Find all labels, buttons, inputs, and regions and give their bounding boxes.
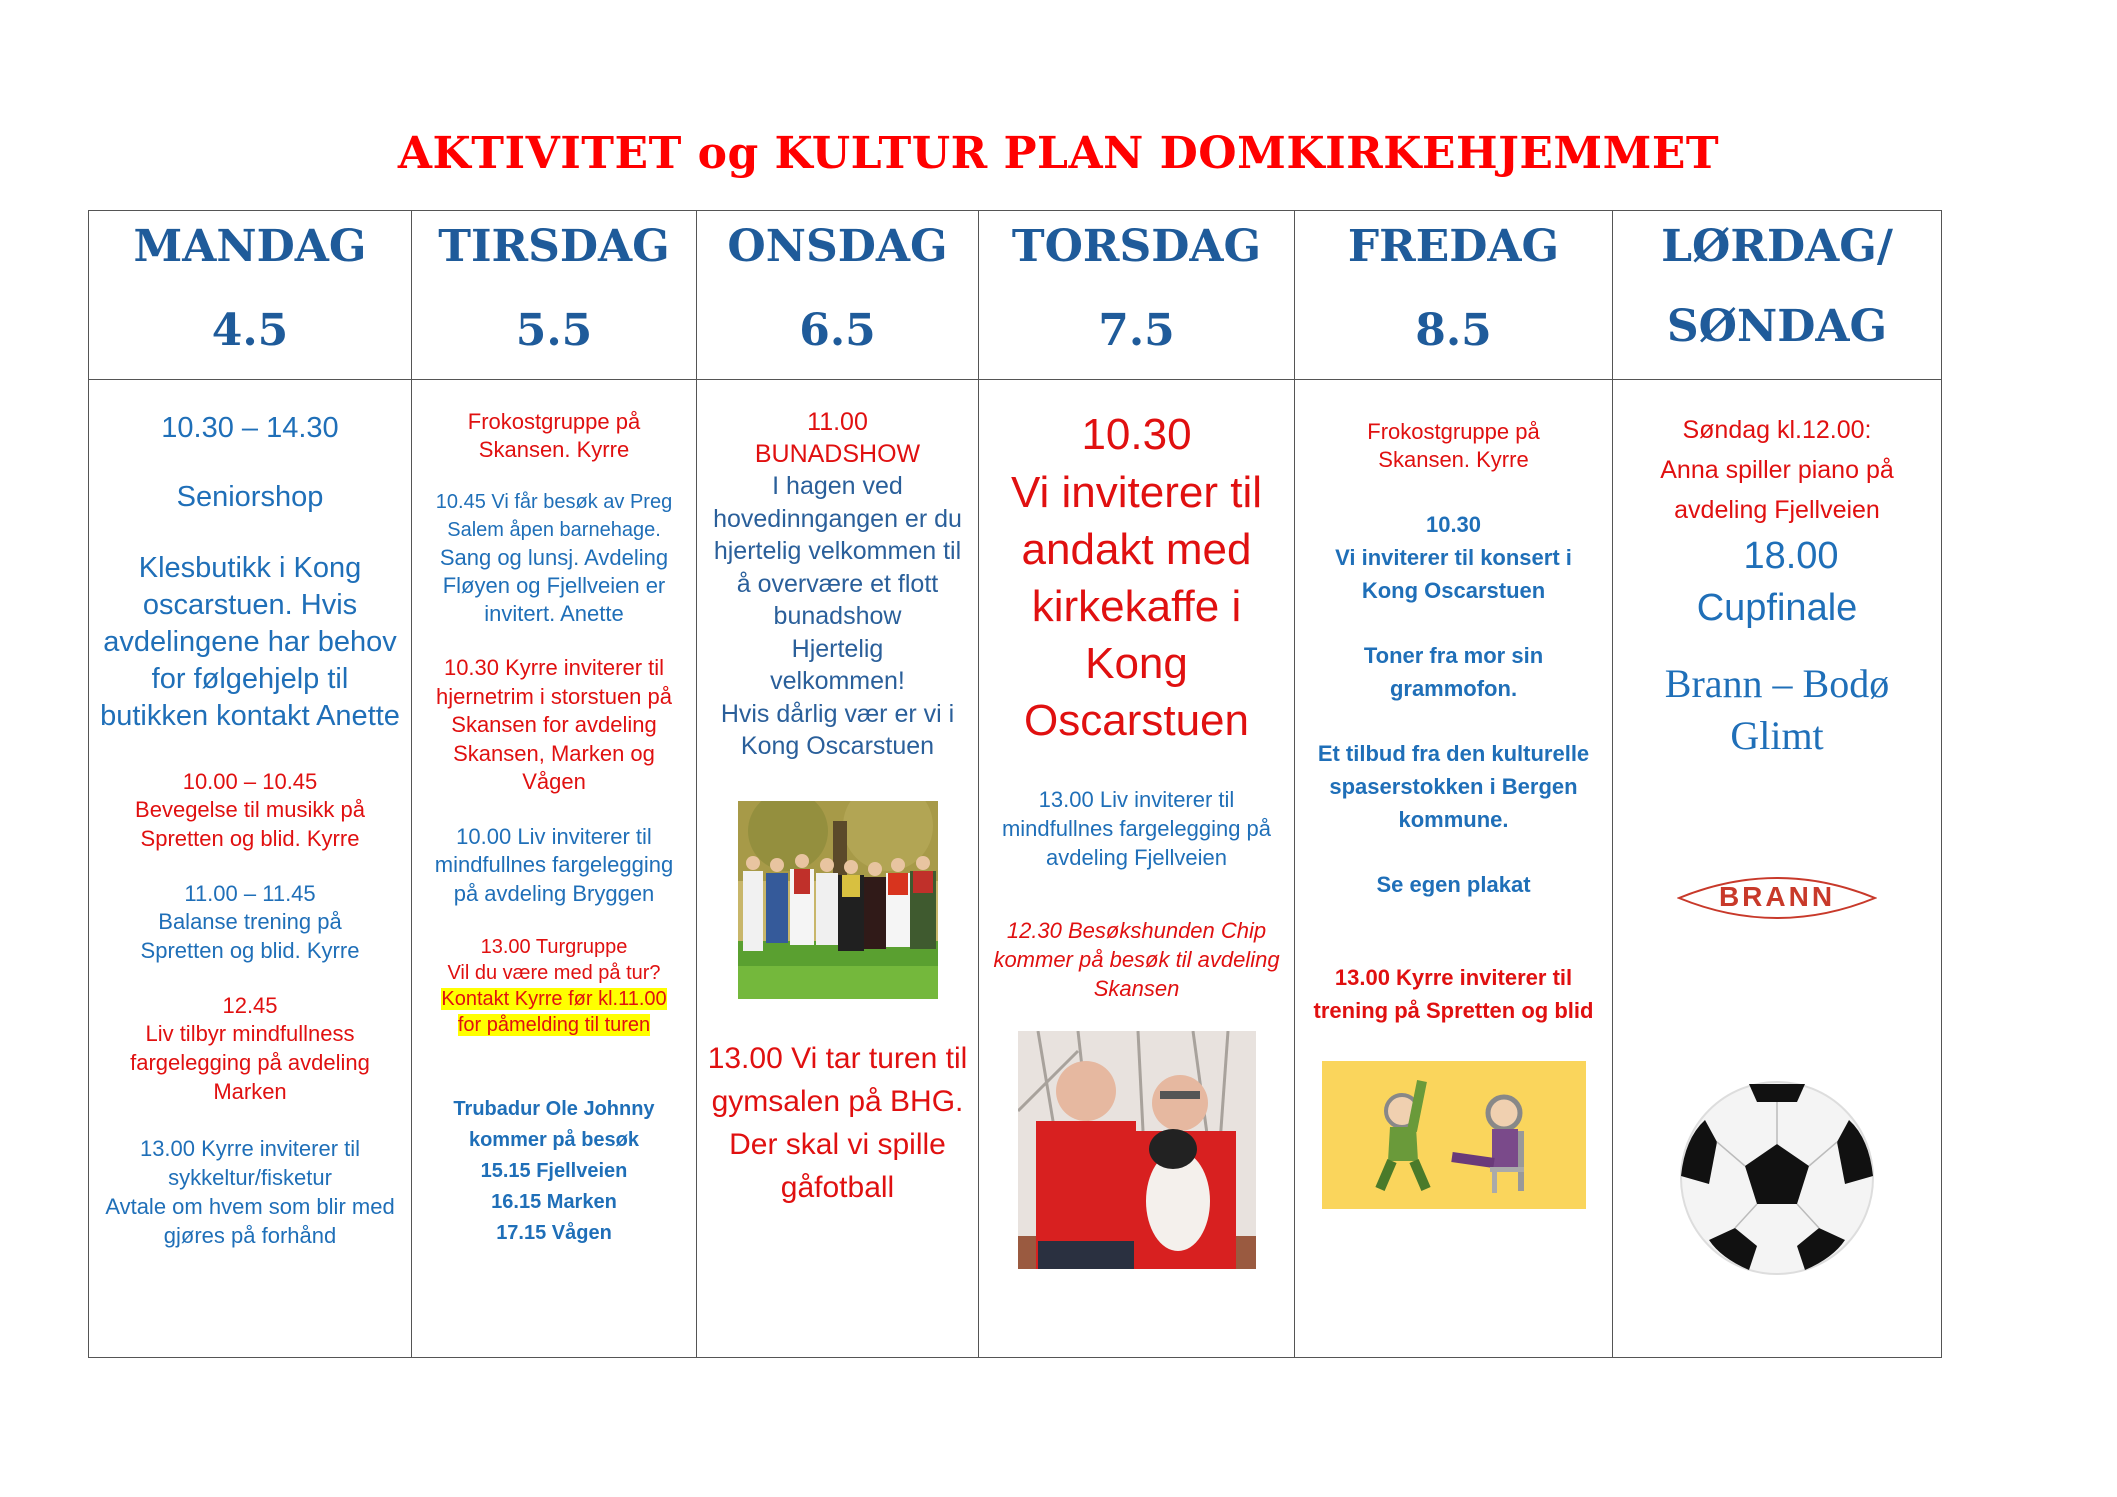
highlighted-note: for påmelding til turen: [457, 1014, 651, 1036]
day-date: SØNDAG: [1666, 301, 1888, 352]
day-cell-torsdag: [979, 380, 1295, 1358]
event-time: 10.30: [1425, 512, 1482, 537]
dog-photo-graphic: [1018, 1031, 1256, 1269]
event-desc: Vi inviterer til andakt med kirkekaffe i Kong Oscarstuen: [1010, 468, 1263, 745]
day-cell-fredag: [1295, 380, 1613, 1358]
day-header-mandag: [89, 211, 412, 380]
day-cell-onsdag: [697, 380, 979, 1358]
day-name: ONSDAG: [727, 221, 948, 272]
activity-plan-table: [88, 210, 1942, 1358]
day-name: FREDAG: [1347, 221, 1560, 272]
day-header-weekend: [1613, 211, 1942, 380]
day-date: 8.5: [1415, 305, 1492, 356]
event-time: 12.45: [222, 993, 278, 1018]
event-question: Vil du være med på tur?: [447, 962, 661, 984]
trubadur-line: 17.15 Vågen: [496, 1222, 612, 1244]
football-image: [1679, 1080, 1875, 1276]
visiting-dog-photo: [1018, 1031, 1256, 1269]
football-graphic: [1679, 1080, 1875, 1276]
brann-logo: [1677, 866, 1877, 930]
event-time: 11.00 – 11.45: [184, 881, 316, 906]
trubadur-line: kommer på besøk: [468, 1129, 640, 1151]
event-desc: 10.45 Vi får besøk av Preg Salem åpen barnehage.: [435, 491, 673, 541]
event-desc: 13.00 Kyrre inviterer til sykkeltur/fisketur: [139, 1136, 361, 1190]
day-header-tirsdag: [412, 211, 697, 380]
event-poster-note: Se egen plakat: [1376, 872, 1531, 897]
seniorshop-time: 10.30 – 14.30: [161, 412, 339, 444]
event-desc: Balanse trening på Spretten og blid. Kyrre: [140, 909, 360, 963]
event-desc: I hagen ved hovedinngangen er du hjertelig velkommen til å overvære et flott bunadshow: [713, 472, 962, 630]
event-desc: Anna spiller piano på avdeling Fjellveien: [1660, 456, 1894, 524]
event-desc: Vi inviterer til konsert i Kong Oscarstuen: [1335, 545, 1572, 603]
day-header-onsdag: [697, 211, 979, 380]
event-desc: 13.00 Kyrre inviterer til trening på Spretten og blid: [1313, 965, 1594, 1023]
trubadur-line: Trubadur Ole Johnny: [453, 1098, 655, 1120]
event-time: 11.00: [807, 408, 868, 436]
exercise-graphic: [1322, 1061, 1586, 1209]
bunad-photo-graphic: [738, 801, 938, 999]
event-title: 13.00 Turgruppe: [480, 936, 628, 958]
event-sub: Toner fra mor sin grammofon.: [1363, 643, 1544, 701]
day-date: 6.5: [799, 305, 876, 356]
event-desc: Frokostgruppe på Skansen. Kyrre: [467, 409, 641, 462]
bunad-group-photo: [738, 801, 938, 999]
event-desc: Sang og lunsj. Avdeling Fløyen og Fjellveien er invitert. Anette: [439, 545, 669, 626]
event-desc: Liv tilbyr mindfullness fargelegging på avdeling Marken: [130, 1021, 370, 1104]
event-time: 10.30: [1081, 410, 1192, 459]
event-welcome: Hjertelig velkommen!: [770, 634, 905, 695]
seniorshop-name: Seniorshop: [176, 481, 324, 513]
match-teams: Brann – Bodø Glimt: [1664, 661, 1890, 758]
day-date: 4.5: [211, 305, 289, 356]
event-desc: Bevegelse til musikk på Spretten og blid. Kyrre: [135, 797, 365, 851]
event-desc: 12.30 Besøkshunden Chip kommer på besøk til avdeling Skansen: [993, 918, 1280, 1001]
brann-logo-text: BRANN: [1718, 881, 1836, 912]
event-time: 10.00 – 10.45: [182, 769, 318, 794]
event-time: Søndag kl.12.00:: [1682, 416, 1872, 444]
day-header-fredag: [1295, 211, 1613, 380]
event-note: Avtale om hvem som blir med gjøres på forhånd: [105, 1194, 395, 1248]
match-time: 18.00: [1743, 535, 1839, 577]
exercise-illustration: [1322, 1061, 1586, 1209]
day-date: 5.5: [515, 305, 593, 356]
day-date: 7.5: [1098, 305, 1175, 356]
seniorshop-desc: Klesbutikk i Kong oscarstuen. Hvis avdelingene har behov for følgehjelp til butikken kontakt Anette: [100, 552, 400, 732]
event-desc: 10.30 Kyrre inviterer til hjernetrim i storstuen på Skansen for avdeling Skansen, Marken og Vågen: [436, 655, 672, 794]
event-desc: 13.00 Liv inviterer til mindfullnes fargelegging på avdeling Fjellveien: [1001, 787, 1272, 870]
day-cell-tirsdag: [412, 380, 697, 1358]
trubadur-line: 16.15 Marken: [491, 1191, 617, 1213]
day-name: TIRSDAG: [438, 221, 670, 272]
header-row: [89, 211, 1942, 380]
day-name: TORSDAG: [1011, 221, 1262, 272]
event-desc: Frokostgruppe på Skansen. Kyrre: [1367, 419, 1540, 472]
day-name: MANDAG: [133, 221, 367, 272]
day-name: LØRDAG/: [1661, 221, 1893, 272]
event-desc: 13.00 Vi tar turen til gymsalen på BHG. Der skal vi spille gåfotball: [707, 1041, 968, 1204]
event-desc: 10.00 Liv inviterer til mindfullnes fargelegging på avdeling Bryggen: [434, 823, 674, 906]
event-offer: Et tilbud fra den kulturelle spaserstokken i Bergen kommune.: [1317, 741, 1590, 832]
event-weather-note: Hvis dårlig vær er vi i Kong Oscarstuen: [720, 699, 955, 760]
highlighted-note: Kontakt Kyrre før kl.11.00: [441, 988, 667, 1010]
content-row: [89, 380, 1942, 1358]
day-cell-weekend: [1613, 380, 1942, 1358]
trubadur-line: 15.15 Fjellveien: [480, 1160, 628, 1182]
match-title: Cupfinale: [1696, 587, 1858, 629]
day-header-torsdag: [979, 211, 1295, 380]
day-cell-mandag: [89, 380, 412, 1358]
event-title: BUNADSHOW: [754, 440, 921, 468]
page-title: AKTIVITET og KULTUR PLAN DOMKIRKEHJEMMET: [397, 128, 1720, 179]
